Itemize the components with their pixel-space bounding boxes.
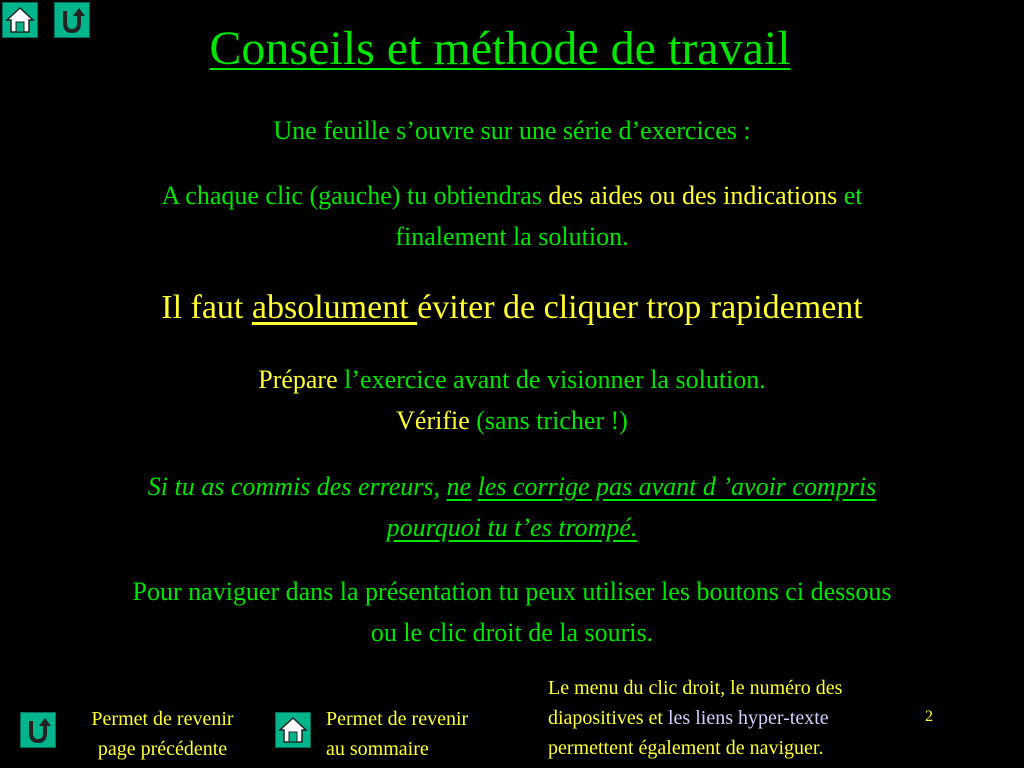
- home-icon: [278, 715, 308, 745]
- navigation-line: Pour naviguer dans la présentation tu peux utiliser les boutons ci dessous ou le clic droit de la souris.: [132, 577, 892, 647]
- prepare-line: Prépare l’exercice avant de visionner la solution. Vérifie (sans tricher !): [258, 365, 766, 435]
- home-button-bottom[interactable]: [275, 712, 311, 748]
- warning-line: Il faut absolument éviter de cliquer trop rapidement: [161, 289, 863, 326]
- back-caption: Permet de revenir page précédente: [91, 708, 234, 760]
- home-caption: Permet de revenir au sommaire: [326, 708, 469, 760]
- menu-caption: Le menu du clic droit, le numéro des diapositives et les liens hyper-texte permettent également de naviguer.: [548, 677, 843, 759]
- click-help-line: A chaque clic (gauche) tu obtiendras des aides ou des indications et finalement la solution.: [161, 181, 863, 251]
- page-title: Conseils et méthode de travail: [209, 22, 791, 75]
- hyperlinks-text: les liens hyper-texte: [667, 707, 829, 729]
- errors-line: Si tu as commis des erreurs, ne les corrige pas avant d ’avoir compris pourquoi tu t’es trompé.: [147, 472, 877, 542]
- page-number: 2: [925, 708, 933, 725]
- intro-line: Une feuille s’ouvre sur une série d’exercices :: [273, 116, 751, 145]
- back-button-bottom[interactable]: [20, 712, 56, 748]
- return-arrow-icon: [23, 715, 53, 745]
